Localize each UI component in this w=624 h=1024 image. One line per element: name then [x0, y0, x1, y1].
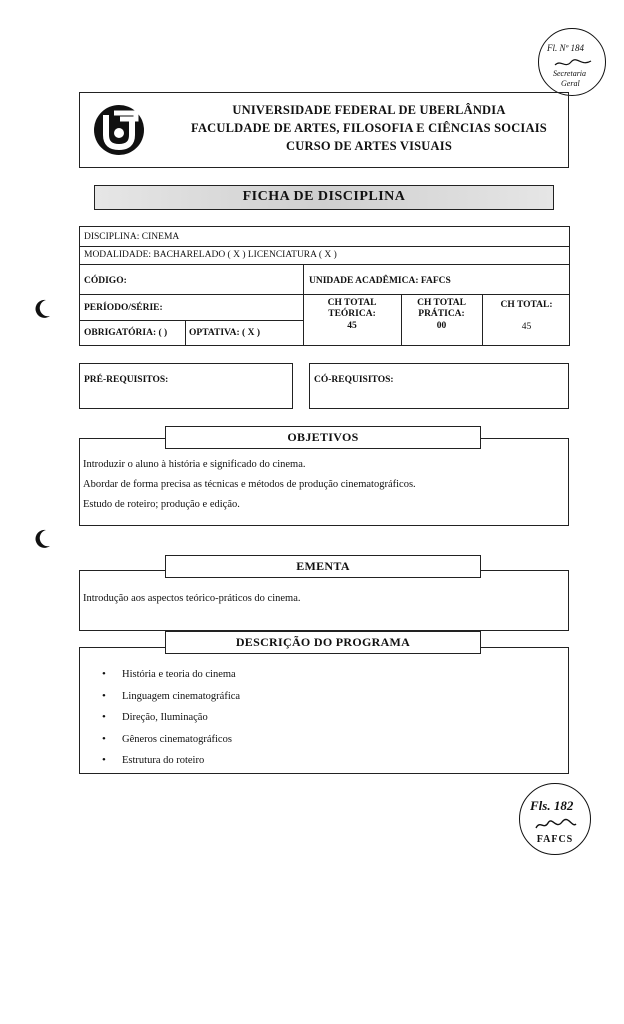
- unidade-field: UNIDADE ACADÊMICA: FAFCS: [309, 276, 451, 286]
- pre-requisitos-box: [79, 363, 293, 409]
- optativa-field: OPTATIVA: ( X ): [189, 328, 260, 338]
- binder-hole-icon: [30, 298, 52, 320]
- stamp-secretaria: Secretaria: [553, 69, 587, 78]
- stamp-geral: Geral: [561, 79, 580, 88]
- header-box: [79, 92, 569, 168]
- university-name: UNIVERSIDADE FEDERAL DE UBERLÂNDIA: [232, 103, 506, 117]
- disciplina-field: DISCIPLINA: CINEMA: [84, 232, 180, 242]
- list-item: • Estrutura do roteiro: [102, 750, 240, 772]
- info-table: [79, 226, 570, 346]
- ementa-text: Introdução aos aspectos teórico-práticos do cinema.: [83, 593, 301, 604]
- ch-pratica-value: 00: [436, 321, 447, 331]
- faculty-name: FACULDADE DE ARTES, FILOSOFIA E CIÊNCIAS SOCIAIS: [191, 121, 547, 135]
- programa-list: [102, 664, 240, 772]
- periodo-field: PERÍODO/SÉRIE:: [84, 303, 163, 313]
- ch-pratica-label: CH TOTAL: [417, 298, 466, 308]
- stamp-fafcs: FAFCS: [536, 834, 574, 845]
- stamp-folio-bottom: Fls. 182: [530, 798, 574, 813]
- list-item: • Gêneros cinematográficos: [102, 729, 240, 751]
- signature-icon: [534, 818, 578, 832]
- binder-hole-icon: [30, 528, 52, 550]
- co-requisitos-label: CÓ-REQUISITOS:: [314, 375, 394, 385]
- programa-title: DESCRIÇÃO DO PROGRAMA: [165, 631, 481, 654]
- codigo-field: CÓDIGO:: [84, 276, 127, 286]
- objetivo-line-2: Abordar de forma precisa as técnicas e métodos de produção cinematográficos.: [83, 479, 416, 490]
- objetivos-title: OBJETIVOS: [165, 426, 481, 449]
- ch-pratica-label-2: PRÁTICA:: [418, 309, 465, 319]
- modalidade-field: MODALIDADE: BACHARELADO ( X ) LICENCIATURA ( X ): [84, 250, 337, 260]
- pre-requisitos-label: PRÉ-REQUISITOS:: [84, 375, 169, 385]
- secretaria-stamp: [538, 28, 606, 96]
- fafcs-stamp: [519, 783, 591, 855]
- list-item: • Direção, Iluminação: [102, 707, 240, 729]
- co-requisitos-box: [309, 363, 569, 409]
- ch-teorica-value: 45: [347, 321, 357, 331]
- ch-total-value: 45: [521, 322, 532, 332]
- course-name: CURSO DE ARTES VISUAIS: [286, 139, 452, 153]
- objetivo-line-3: Estudo de roteiro; produção e edição.: [83, 499, 240, 510]
- ch-teorica-label: CH TOTAL: [327, 298, 377, 308]
- obrigatoria-field: OBRIGATÓRIA: ( ): [84, 328, 168, 338]
- ementa-box: [79, 570, 569, 631]
- programa-box: [79, 647, 569, 774]
- ufu-logo-icon: [92, 103, 146, 157]
- ementa-title: EMENTA: [165, 555, 481, 578]
- form-title-box: [94, 185, 554, 210]
- signature-icon: [553, 57, 593, 69]
- list-item: • Linguagem cinematográfica: [102, 686, 240, 708]
- form-title: FICHA DE DISCIPLINA: [242, 189, 406, 204]
- list-item: • História e teoria do cinema: [102, 664, 240, 686]
- objetivos-box: [79, 438, 569, 526]
- ch-total-label: CH TOTAL:: [500, 300, 553, 310]
- objetivo-line-1: Introduzir o aluno à história e significado do cinema.: [83, 459, 306, 470]
- ch-teorica-label-2: TEÓRICA:: [328, 309, 376, 319]
- stamp-folio: Fl. Nº 184: [547, 43, 585, 53]
